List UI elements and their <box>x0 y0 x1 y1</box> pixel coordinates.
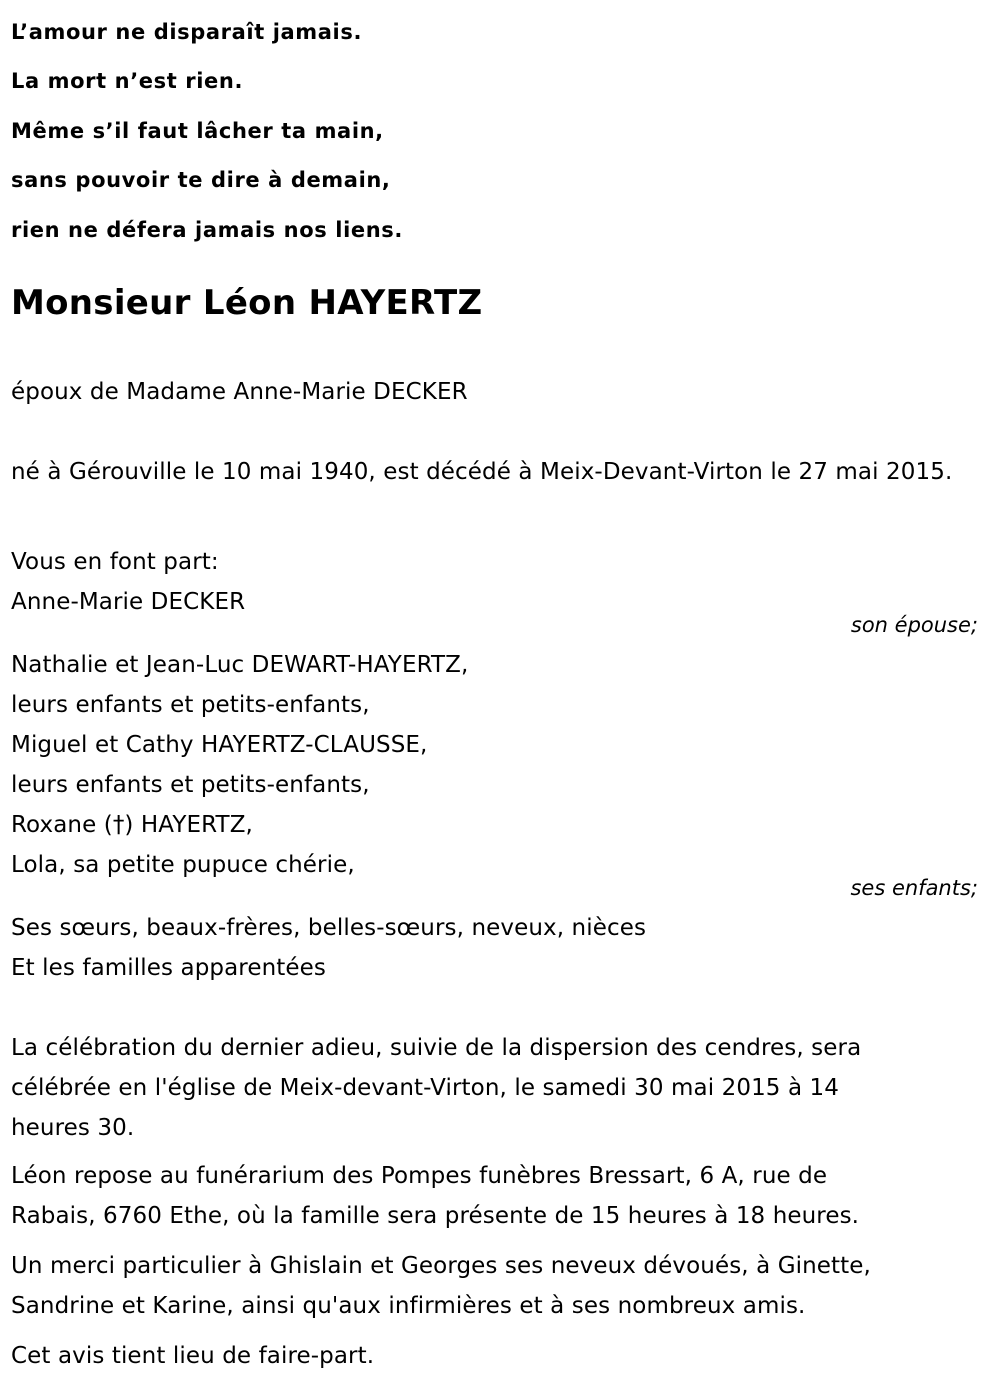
poem <box>11 8 403 255</box>
closing-text: Cet avis tient lieu de faire-part. <box>11 1343 375 1369</box>
thanks-message <box>11 1246 989 1326</box>
birth-death-info <box>11 452 989 492</box>
visitation-line: Léon repose au funérarium des Pompes funèbres Bressart, 6 A, rue de <box>11 1163 828 1189</box>
announcer-name: Roxane (†) HAYERTZ, <box>11 812 253 838</box>
celebration-line: célébrée en l'église de Meix-devant-Virton, le samedi 30 mai 2015 à 14 <box>11 1075 840 1101</box>
celebration-line: La célébration du dernier adieu, suivie de la dispersion des cendres, sera <box>11 1035 862 1061</box>
poem-line: rien ne défera jamais nos liens. <box>11 217 403 242</box>
celebration-line: heures 30. <box>11 1115 135 1141</box>
announcer-name: leurs enfants et petits-enfants, <box>11 692 370 718</box>
announcers-children-group <box>11 645 989 885</box>
relation-label-spouse: son épouse; <box>850 613 978 637</box>
visitation-info <box>11 1156 989 1236</box>
thanks-line: Sandrine et Karine, ainsi qu'aux infirmières et à ses nombreux amis. <box>11 1293 806 1319</box>
poem-line: L’amour ne disparaît jamais. <box>11 20 363 44</box>
announcer-name: Miguel et Cathy HAYERTZ-CLAUSSE, <box>11 732 428 758</box>
visitation-line: Rabais, 6760 Ethe, où la famille sera présente de 15 heures à 18 heures. <box>11 1203 860 1229</box>
announcer-name: Lola, sa petite pupuce chérie, <box>11 852 355 878</box>
poem-line: La mort n’est rien. <box>11 69 244 94</box>
closing-note <box>11 1336 989 1376</box>
poem-line: sans pouvoir te dire à demain, <box>11 168 391 193</box>
deceased-name-title: Monsieur Léon HAYERTZ <box>11 283 483 323</box>
announcer-name: Anne-Marie DECKER <box>11 589 246 615</box>
announcer-name: Nathalie et Jean-Luc DEWART-HAYERTZ, <box>11 652 469 678</box>
relation-label-children: ses enfants; <box>850 876 978 900</box>
other-relatives-line: Et les familles apparentées <box>11 955 326 981</box>
poem-line: Même s’il faut lâcher ta main, <box>11 118 384 143</box>
spouse-line <box>11 372 989 412</box>
thanks-line: Un merci particulier à Ghislain et Georges ses neveux dévoués, à Ginette, <box>11 1253 871 1279</box>
other-relatives-line: Ses sœurs, beaux-frères, belles-sœurs, neveux, nièces <box>11 915 647 941</box>
announcers-intro: Vous en font part: <box>11 549 219 575</box>
birth-death-text: né à Gérouville le 10 mai 1940, est décédé à Meix-Devant-Virton le 27 mai 2015. <box>11 459 953 485</box>
celebration-info <box>11 1028 989 1148</box>
announcers-spouse-group <box>11 542 989 622</box>
announcer-name: leurs enfants et petits-enfants, <box>11 772 370 798</box>
other-relatives <box>11 908 989 988</box>
spouse-line-text: époux de Madame Anne-Marie DECKER <box>11 379 468 405</box>
